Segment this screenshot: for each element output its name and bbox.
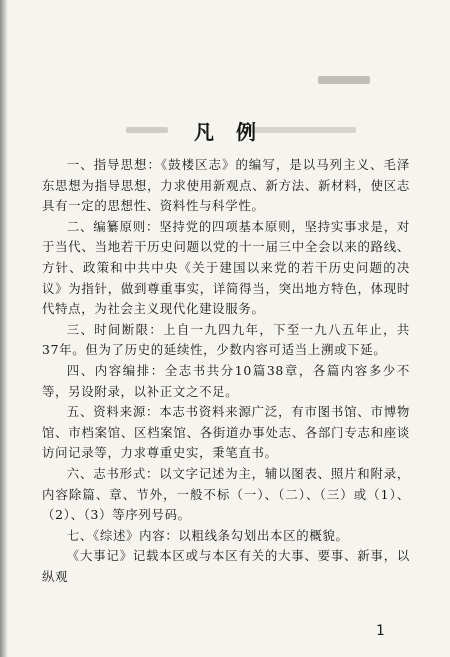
- guideline-paragraph: 《大事记》记载本区或与本区有关的大事、要事、新事，以纵观: [42, 548, 410, 584]
- guideline-paragraph: 七、《综述》内容：以粗线条勾划出本区的概貌。: [66, 527, 349, 543]
- guideline-paragraph: 一、指导思想：《鼓楼区志》的编写，是以马列主义、毛泽东思想为指导思想，力求使用新观点、新方法、新材料，使区志具有一定的思想性、资料性与科学性。: [42, 157, 410, 214]
- guideline-paragraph: 六、志书形式：以文字记述为主，辅以图表、照片和附录，内容除篇、章、节外，一般不标（一）、（二）、（三）或（1）、（2）、（3）等序列号码。: [42, 465, 410, 523]
- document-body: [42, 155, 410, 587]
- guideline-paragraph: 四、内容编排：全志书共分10篇38章，各篇内容多少不等，另设附录，以补正文之不足。: [42, 362, 410, 399]
- page-number: 1: [376, 623, 385, 639]
- guideline-paragraph: 二、编纂原则：坚持党的四项基本原则，坚持实事求是，对于当代、当地若干历史问题以党的十一届三中全会以来的路线、方针、政策和中共中央《关于建国以来党的若干历史问题的决议》为指针，做到尊重事实，详简得当，突出地方特色，体现时代特点，为社会主义现代化建设服务。: [42, 218, 410, 317]
- page-title: 凡例: [194, 120, 278, 144]
- guideline-paragraph: 五、资料来源：本志书资料来源广泛，有市图书馆、市博物馆、市档案馆、区档案馆、各街道办事处志、各部门专志和座谈访问记录等，力求尊重史实，秉笔直书。: [42, 404, 410, 461]
- stamp-smudge: [318, 76, 370, 84]
- guideline-paragraph: 三、时间断限：上自一九四九年，下至一九八五年止，共37年。但为了历史的延续性，少数内容可适当上溯或下延。: [42, 321, 410, 358]
- binding-shadow: [0, 0, 8, 657]
